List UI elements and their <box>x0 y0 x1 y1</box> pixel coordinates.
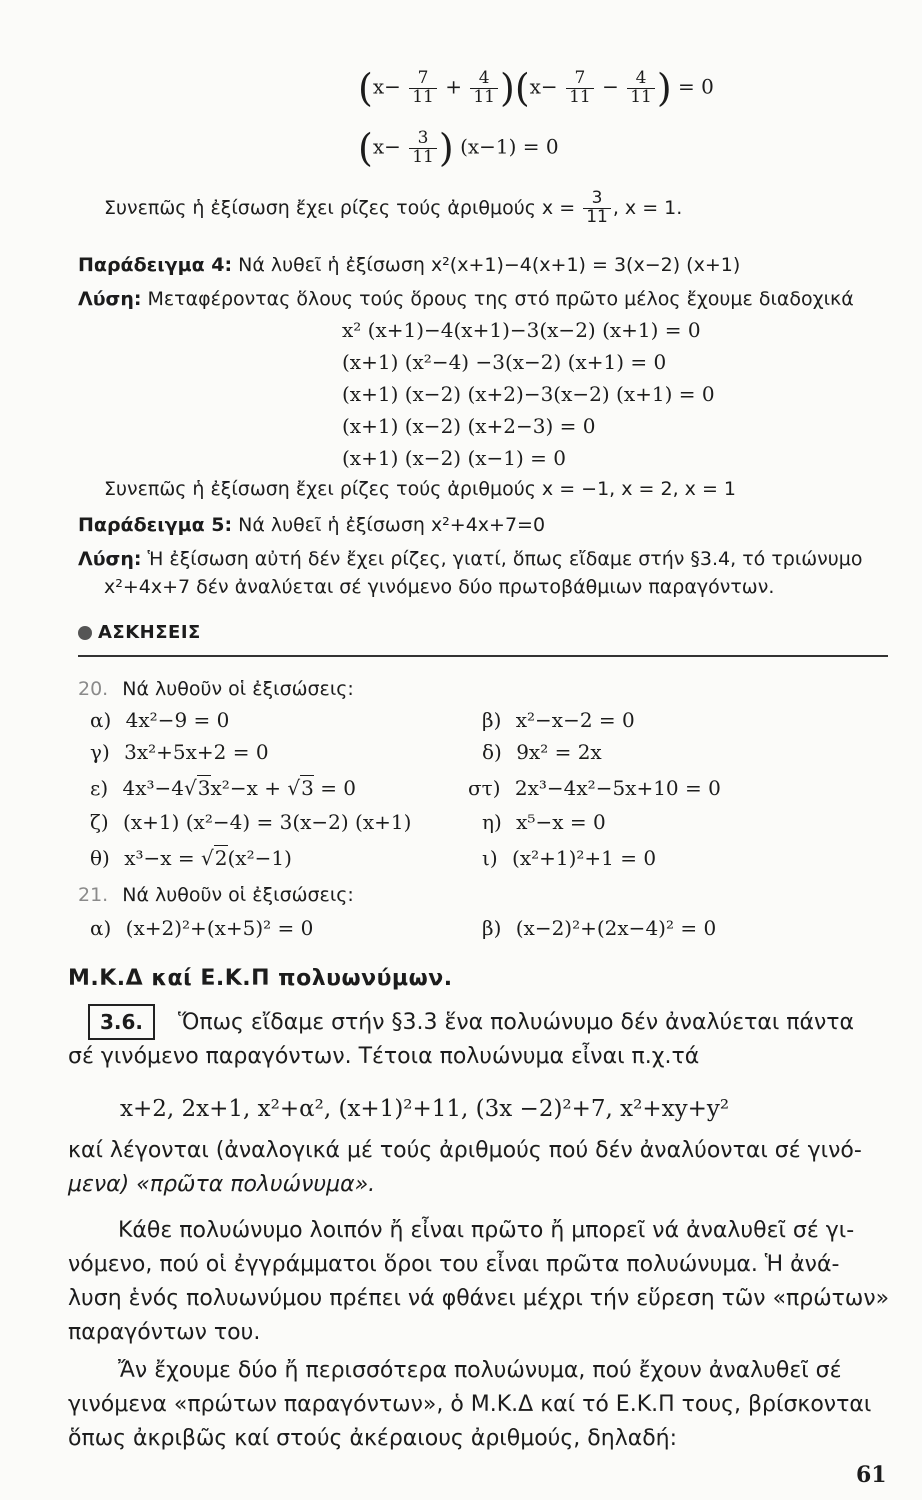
exercise-item <box>482 846 656 870</box>
roots-text: Συνεπῶς ἡ ἐξίσωση ἔχει ρίζες τούς ἀριθμούς x = <box>104 196 576 219</box>
item-equation: (x+2)²+(x+5)² = 0 <box>125 916 314 940</box>
paragraph-line: σέ γινόμενο παραγόντων. Τέτοια πολυώνυμα εἶναι π.χ.τά <box>68 1044 700 1069</box>
section-title: Μ.Κ.Δ καί Ε.Κ.Π πολυωνύμων. <box>68 966 453 991</box>
paragraph-line: παραγόντων του. <box>68 1320 261 1345</box>
exercise-number: 21. <box>78 884 109 906</box>
fraction-den: 11 <box>630 86 652 107</box>
item-equation: 9x² = 2x <box>516 740 602 764</box>
fraction-num: 7 <box>566 70 594 89</box>
item-equation: (x+1) (x²−4) = 3(x−2) (x+1) <box>123 810 412 834</box>
example-label: Παράδειγμα 5: <box>78 514 233 536</box>
item-equation: x⁵−x = 0 <box>516 810 606 834</box>
exercise-20 <box>78 678 354 700</box>
fraction <box>470 67 498 107</box>
eq-term: x− <box>372 74 401 99</box>
item-equation: 3x²+5x+2 = 0 <box>124 740 269 764</box>
step: (x+1) (x−2) (x+2−3) = 0 <box>342 414 596 438</box>
exercise-item <box>90 708 229 732</box>
example-5 <box>78 514 545 536</box>
prime-polynomials: x+2, 2x+1, x²+α², (x+1)²+11, (3x −2)²+7, x²+xy+y² <box>120 1096 730 1122</box>
eq-term: 4x³−4 <box>122 776 185 800</box>
eq-rhs: = 0 <box>678 74 714 99</box>
step: x² (x+1)−4(x+1)−3(x−2) (x+1) = 0 <box>342 318 701 342</box>
roots-tail: , x = 1. <box>612 196 683 219</box>
solution-5 <box>78 548 862 570</box>
item-label: δ) <box>482 740 502 764</box>
item-label: ι) <box>482 846 498 870</box>
paragraph-line: Ὅπως εἴδαμε στήν §3.3 ἕνα πολυώνυμο δέν ἀναλύεται πάντα <box>178 1010 855 1035</box>
exercise-item <box>90 810 411 834</box>
exercises-heading <box>78 622 201 643</box>
fraction-den: 11 <box>473 86 495 107</box>
solution-text: Μεταφέροντας ὅλους τούς ὅρους της στό πρῶτο μέλος ἔχουμε διαδοχικά <box>147 288 854 310</box>
exercise-item <box>90 776 356 800</box>
eq-term: x²−x + <box>210 776 281 800</box>
step: (x+1) (x²−4) −3(x−2) (x+1) = 0 <box>342 350 667 374</box>
exercise-intro: Νά λυθοῦν οἱ ἐξισώσεις: <box>122 884 354 906</box>
fraction <box>627 67 655 107</box>
fraction <box>409 127 437 167</box>
exercise-item <box>482 740 602 764</box>
prime-polynomials-term: μενα) «πρῶτα πολυώνυμα». <box>68 1172 376 1197</box>
item-label: γ) <box>90 740 110 764</box>
item-equation: x³−x = √2(x²−1) <box>124 846 292 870</box>
exercise-item <box>482 916 716 940</box>
fraction-den: 11 <box>569 86 591 107</box>
fraction-den: 11 <box>412 86 434 107</box>
solution-4 <box>78 288 854 310</box>
exercise-item <box>90 916 313 940</box>
fraction <box>583 190 611 227</box>
eq-term: x− <box>372 134 401 159</box>
example-label: Παράδειγμα 4: <box>78 254 233 276</box>
equation-simplified: (x− $\frac{3}{11}$ ) (x−1) = 0 <box>358 126 559 170</box>
paragraph-line: νόμενο, πού οἱ ἐγγράμματοι ὅροι του εἶναι πρῶτα πολυώνυμα. Ἡ ἀνά- <box>68 1252 840 1277</box>
item-label: ε) <box>90 776 109 800</box>
example-text: Νά λυθεῖ ἡ ἐξίσωση x²(x+1)−4(x+1) = 3(x−2) (x+1) <box>238 254 741 276</box>
item-equation: 4x²−9 = 0 <box>125 708 230 732</box>
example-text: Νά λυθεῖ ἡ ἐξίσωση x²+4x+7=0 <box>238 514 546 536</box>
item-label: α) <box>90 916 112 940</box>
eq-term: (x²−1) <box>227 846 292 870</box>
exercise-item <box>482 708 635 732</box>
item-label: α) <box>90 708 112 732</box>
sqrt-radicand: 3 <box>197 776 211 800</box>
bullet-dot-icon <box>78 626 92 640</box>
exercise-number: 20. <box>78 678 109 700</box>
exercise-item <box>482 810 606 834</box>
exercise-item <box>90 740 269 764</box>
eq-term: (x−1) = 0 <box>460 134 559 159</box>
fraction <box>409 67 437 107</box>
item-equation: x²−x−2 = 0 <box>515 708 635 732</box>
fraction <box>566 67 594 107</box>
step: (x+1) (x−2) (x+2)−3(x−2) (x+1) = 0 <box>342 382 715 406</box>
exercise-item <box>468 776 721 800</box>
paragraph-line <box>68 1174 375 1196</box>
eq-term: x³−x = <box>124 846 195 870</box>
exercise-intro: Νά λυθοῦν οἱ ἐξισώσεις: <box>122 678 354 700</box>
sqrt-radicand: 3 <box>301 776 314 800</box>
item-label: η) <box>482 810 502 834</box>
example-4 <box>78 254 740 276</box>
fraction-num: 7 <box>409 70 437 89</box>
item-label: β) <box>482 916 502 940</box>
fraction-den: 11 <box>586 206 608 227</box>
eq-term: = 0 <box>320 776 357 800</box>
exercises-heading-text: ΑΣΚΗΣΕΙΣ <box>98 622 201 643</box>
eq-op: + <box>445 74 462 99</box>
paragraph-line: λυση ἑνός πολυωνύμου πρέπει νά φθάνει μέχρι τήν εὕρεση τῶν «πρώτων» <box>68 1286 890 1311</box>
solution-text: Ἡ ἐξίσωση αὐτή δέν ἔχει ρίζες, γιατί, ὅπως εἴδαμε στήν §3.4, τό τριώνυμο <box>147 548 863 570</box>
item-label: θ) <box>90 846 110 870</box>
solution-label: Λύση: <box>78 288 142 310</box>
item-label: β) <box>482 708 502 732</box>
roots-statement-4: Συνεπῶς ἡ ἐξίσωση ἔχει ρίζες τούς ἀριθμούς x = −1, x = 2, x = 1 <box>104 478 737 500</box>
paragraph-line: γινόμενα «πρώτων παραγόντων», ὁ Μ.Κ.Δ καί τό Ε.Κ.Π τους, βρίσκονται <box>68 1392 872 1417</box>
item-label: στ) <box>468 776 501 800</box>
paragraph-line: Κάθε πολυώνυμο λοιπόν ἤ εἶναι πρῶτο ἤ μπορεῖ νά ἀναλυθεῖ σέ γι- <box>118 1218 855 1243</box>
equation-factored: (x− $\frac{7}{11}$ + $\frac{4}{11}$ )(x− $\frac{7}{11}$ − $\frac{4}{11}$ ) = 0 <box>358 66 714 110</box>
item-equation: 4x³−4√3x²−x + √3 = 0 <box>122 776 357 800</box>
eq-term: x− <box>529 74 558 99</box>
exercise-21 <box>78 884 354 906</box>
fraction-num: 4 <box>470 70 498 89</box>
roots-statement <box>104 190 682 227</box>
solution-5-line2: x²+4x+7 δέν ἀναλύεται σέ γινόμενο δύο πρωτοβάθμιων παραγόντων. <box>104 576 775 598</box>
sqrt-radicand: 2 <box>214 846 228 870</box>
paragraph-line: καί λέγονται (ἀναλογικά μέ τούς ἀριθμούς πού δέν ἀναλύονται σέ γινό- <box>68 1138 862 1163</box>
fraction-num: 4 <box>627 70 655 89</box>
item-equation: (x²+1)²+1 = 0 <box>512 846 657 870</box>
item-equation: (x−2)²+(2x−4)² = 0 <box>515 916 717 940</box>
solution-label: Λύση: <box>78 548 142 570</box>
paragraph-line: Ἄν ἔχουμε δύο ἤ περισσότερα πολυώνυμα, πού ἔχουν ἀναλυθεῖ σέ <box>118 1358 842 1383</box>
page-number: 61 <box>856 1462 887 1488</box>
step: (x+1) (x−2) (x−1) = 0 <box>342 446 567 470</box>
heading-rule <box>78 655 888 657</box>
item-label: ζ) <box>90 810 109 834</box>
fraction-num: 3 <box>409 130 437 149</box>
exercise-item <box>90 846 292 870</box>
fraction-den: 11 <box>412 146 434 167</box>
fraction-num: 3 <box>583 190 611 209</box>
eq-op: − <box>602 74 619 99</box>
section-number-box: 3.6. <box>88 1004 155 1040</box>
paragraph-line: ὅπως ἀκριβῶς καί στούς ἀκέραιους ἀριθμούς, δηλαδή: <box>68 1426 678 1451</box>
item-equation: 2x³−4x²−5x+10 = 0 <box>514 776 721 800</box>
